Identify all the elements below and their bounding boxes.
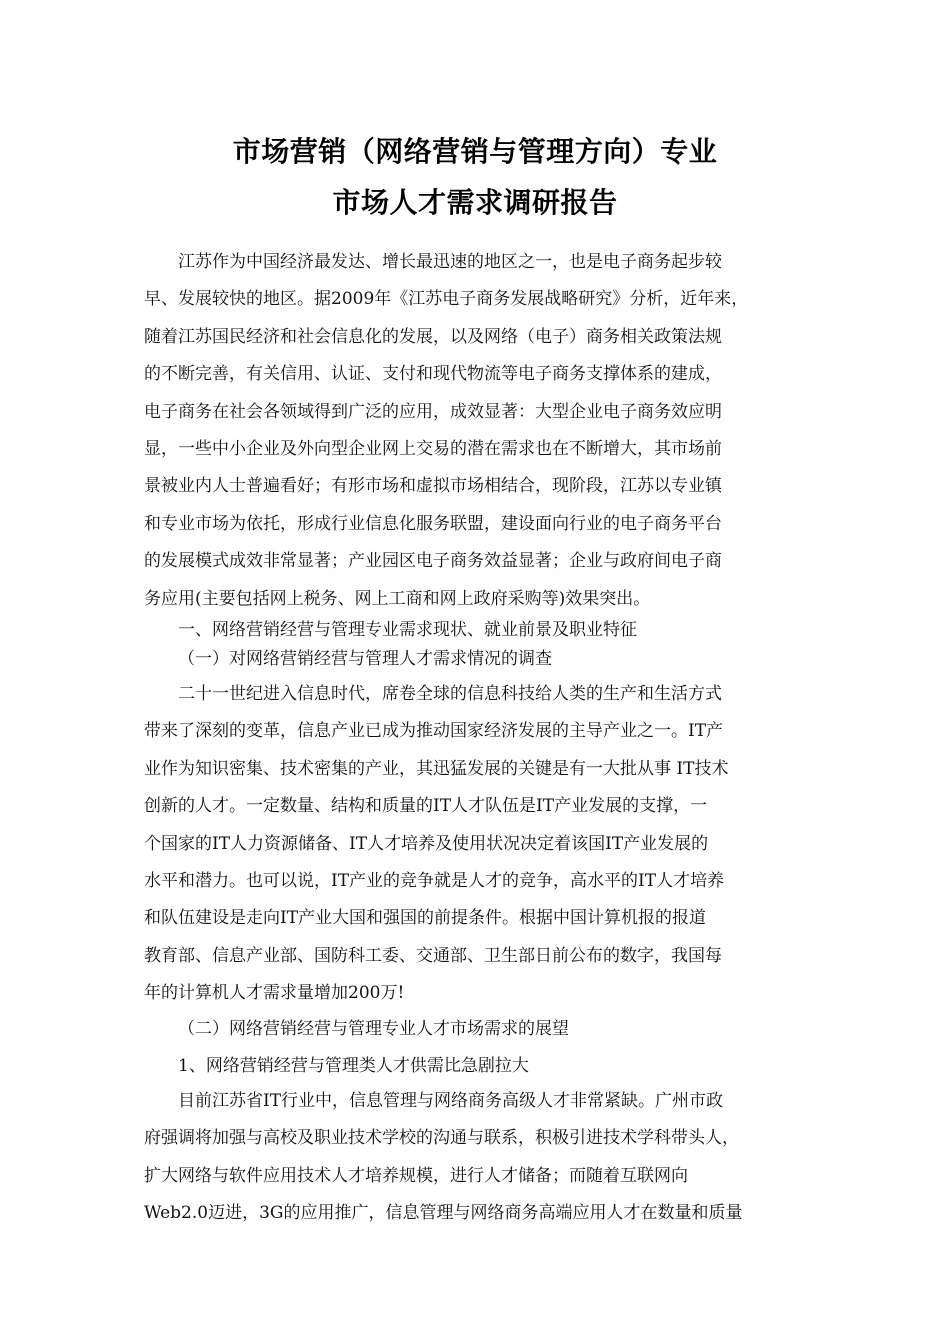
- section-heading-1: [144, 616, 812, 644]
- paragraph-line: 个国家的IT人力资源储备、IT人才培养及使用状况决定着该国IT产业发展的: [144, 833, 709, 854]
- paragraph-line: 的不断完善，有关信用、认证、支付和现代物流等电子商务支撑体系的建成，: [144, 364, 722, 385]
- subsection-heading-2: [144, 1011, 812, 1048]
- subsection-heading-text: （一）对网络营销经营与管理人才需求情况的调查: [178, 649, 552, 669]
- paragraph-line: 带来了深刻的变革，信息产业已成为推动国家经济发展的主导产业之一。IT产: [144, 721, 724, 742]
- subsection-heading-1: [144, 645, 812, 673]
- subsection-heading-text: （二）网络营销经营与管理专业人才市场需求的展望: [178, 1019, 569, 1039]
- paragraph-line: 早、发展较快的地区。据2009年《江苏电子商务发展战略研究》分析，近年来，: [144, 289, 749, 310]
- document-title-line2: 市场人才需求调研报告: [332, 186, 618, 219]
- paragraph-line: 江苏作为中国经济最发达、增长最迅速的地区之一，也是电子商务起步较: [178, 252, 722, 272]
- paragraph-line: 创新的人才。一定数量、结构和质量的IT人才队伍是IT产业发展的支撑，一: [144, 796, 708, 817]
- item-heading-text: 1、网络营销经营与管理类人才供需比急剧拉大: [178, 1056, 529, 1076]
- paragraph-line: 的发展模式成效非常显著；产业园区电子商务效益显著；企业与政府间电子商: [144, 551, 722, 572]
- paragraph-it-demand: [144, 676, 812, 1013]
- paragraph-line: 务应用(主要包括网上税务、网上工商和网上政府采购等)效果突出。: [144, 588, 651, 609]
- paragraph-line: Web2.0迈进，3G的应用推广，信息管理与网络商务高端应用人才在数量和质量: [144, 1203, 743, 1224]
- paragraph-jiangsu-it: [144, 1083, 812, 1233]
- paragraph-line: 二十一世纪进入信息时代，席卷全球的信息科技给人类的生产和生活方式: [178, 684, 722, 704]
- paragraph-line: 水平和潜力。也可以说，IT产业的竞争就是人才的竞争，高水平的IT人才培养: [144, 870, 725, 891]
- paragraph-line: 府强调将加强与高校及职业技术学校的沟通与联系，积极引进技术学科带头人，: [144, 1128, 739, 1149]
- paragraph-line: 业作为知识密集、技术密集的产业，其迅猛发展的关键是有一大批从事 IT技术: [144, 758, 729, 779]
- paragraph-line: 景被业内人士普遍看好；有形市场和虚拟市场相结合，现阶段，江苏以专业镇: [144, 476, 722, 497]
- paragraph-intro: [144, 244, 812, 618]
- paragraph-line: 扩大网络与软件应用技术人才培养规模，进行人才储备；而随着互联网向: [144, 1165, 688, 1186]
- section-heading-text: 一、网络营销经营与管理专业需求现状、就业前景及职业特征: [178, 620, 637, 640]
- paragraph-line: 和专业市场为依托，形成行业信息化服务联盟，建设面向行业的电子商务平台: [144, 513, 722, 534]
- paragraph-line: 随着江苏国民经济和社会信息化的发展，以及网络（电子）商务相关政策法规: [144, 326, 722, 347]
- paragraph-line: 和队伍建设是走向IT产业大国和强国的前提条件。根据中国计算机报的报道: [144, 908, 707, 929]
- paragraph-line: 目前江苏省IT行业中，信息管理与网络商务高级人才非常紧缺。广州市政: [178, 1091, 724, 1111]
- paragraph-line: 年的计算机人才需求量增加200万!: [144, 983, 405, 1004]
- paragraph-line: 电子商务在社会各领域得到广泛的应用，成效显著：大型企业电子商务效应明: [144, 401, 722, 422]
- paragraph-line: 显，一些中小企业及外向型企业网上交易的潜在需求也在不断增大，其市场前: [144, 438, 722, 459]
- item-heading-1: [144, 1048, 812, 1085]
- document-title-line1: 市场营销（网络营销与管理方向）专业: [232, 135, 718, 168]
- paragraph-line: 教育部、信息产业部、国防科工委、交通部、卫生部日前公布的数字，我国每: [144, 945, 722, 966]
